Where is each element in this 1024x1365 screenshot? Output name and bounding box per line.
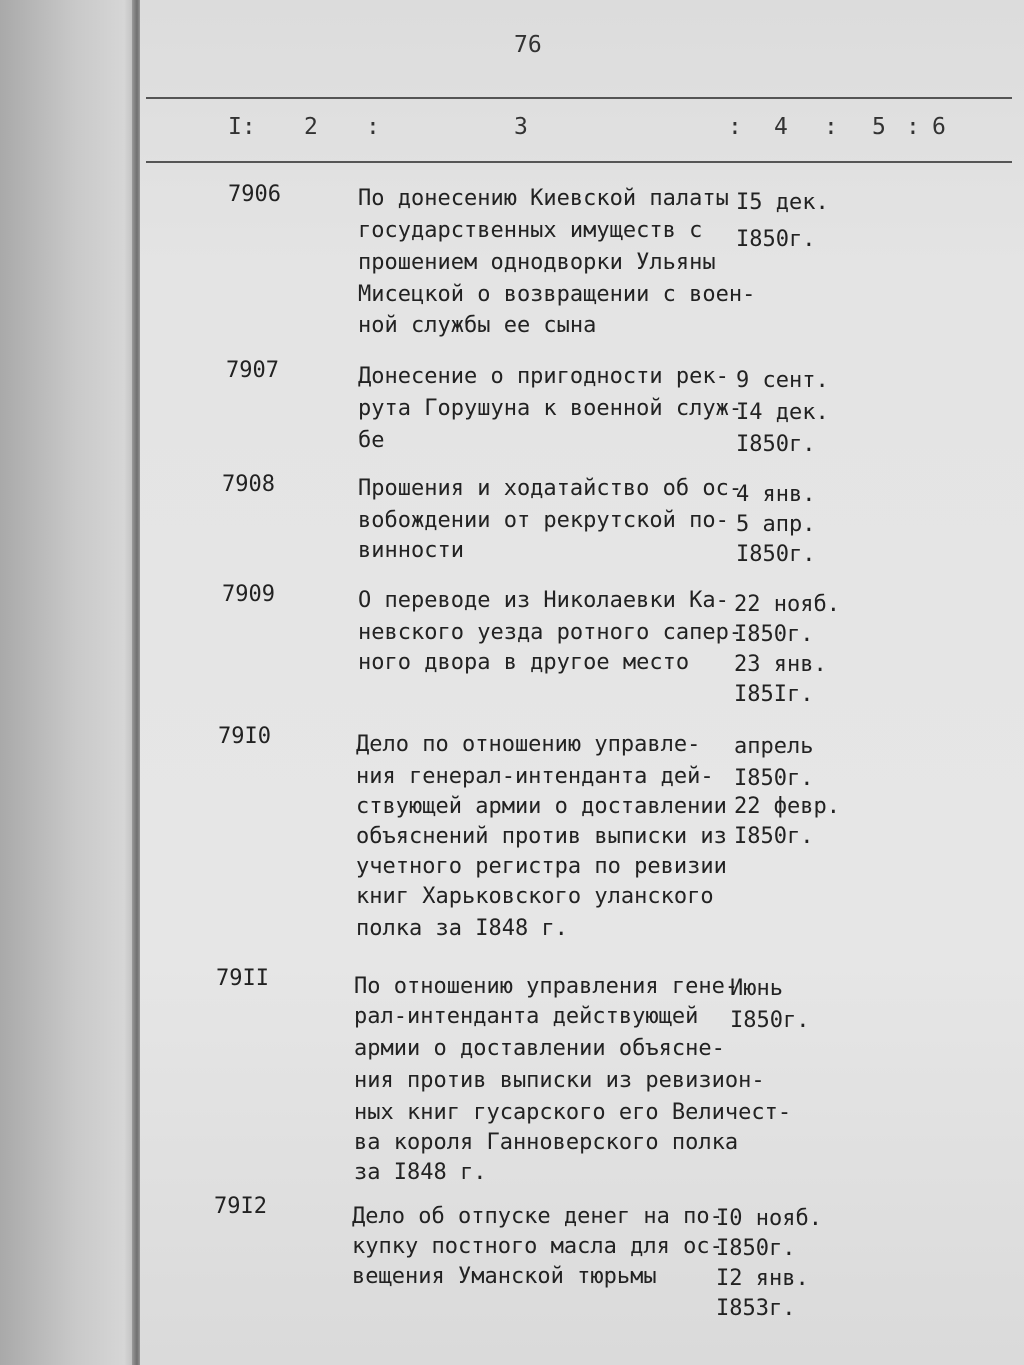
column-header-3: 3 xyxy=(514,114,528,140)
column-header-1: I: xyxy=(228,114,256,140)
entry-description-line: ного двора в другое место xyxy=(358,650,690,675)
entry-number: 7909 xyxy=(222,582,275,607)
entry-number: 79I2 xyxy=(214,1194,267,1219)
entry-description-line: армии о доставлении объясне- xyxy=(354,1036,725,1061)
entry-description-line: невского уезда ротного сапер- xyxy=(358,620,743,645)
entry-date: 5 апр. xyxy=(736,512,816,537)
entry-number: 7907 xyxy=(226,358,279,383)
entry-description-line: учетного регистра по ревизии xyxy=(356,854,727,879)
header-rule-top xyxy=(146,97,1012,99)
entry-date: Июнь xyxy=(730,976,783,1001)
entry-description-line: полка за I848 г. xyxy=(356,916,568,941)
entry-date: 4 янв. xyxy=(736,482,816,507)
column-separator: : xyxy=(728,114,742,140)
entry-description-line: Донесение о пригодности рек- xyxy=(358,364,729,389)
page-number: 76 xyxy=(514,32,542,58)
entry-description-line: Дело по отношению управле- xyxy=(356,732,701,757)
entry-description-line: прошением однодворки Ульяны xyxy=(358,250,716,275)
entry-date: I850г. xyxy=(734,622,814,647)
column-header-5: 5 xyxy=(872,114,886,140)
entry-description-line: ной службы ее сына xyxy=(358,313,597,338)
column-header-4: 4 xyxy=(774,114,788,140)
entry-date: I850г. xyxy=(730,1008,810,1033)
entry-number: 7908 xyxy=(222,472,275,497)
left-page-edge xyxy=(0,0,138,1365)
entry-date: I850г. xyxy=(736,542,816,567)
entry-date: I850г. xyxy=(734,766,814,791)
entry-date: апрель xyxy=(734,734,814,759)
entry-date: 22 нояб. xyxy=(734,592,840,617)
entry-date: 9 сент. xyxy=(736,368,829,393)
column-header-6: 6 xyxy=(932,114,946,140)
entry-date: I853г. xyxy=(716,1296,796,1321)
column-separator: : xyxy=(906,114,920,140)
entry-description-line: Дело об отпуске денег на по- xyxy=(352,1204,723,1229)
entry-description-line: рута Горушуна к военной служ- xyxy=(358,396,743,421)
entry-date: I850г. xyxy=(736,432,816,457)
entry-description-line: купку постного масла для ос- xyxy=(352,1234,723,1259)
entry-date: I4 дек. xyxy=(736,400,829,425)
entry-date: 23 янв. xyxy=(734,652,827,677)
entry-description-line: государственных имуществ с xyxy=(358,218,703,243)
entry-description-line: книг Харьковского уланского xyxy=(356,884,714,909)
document-page xyxy=(140,0,1024,1365)
entry-number: 79I0 xyxy=(218,724,271,749)
entry-description-line: вобождении от рекрутской по- xyxy=(358,508,729,533)
header-rule-bottom xyxy=(146,161,1012,163)
entry-date: I85Iг. xyxy=(734,682,814,707)
entry-description-line: По отношению управления гене- xyxy=(354,974,739,999)
entry-description-line: рал-интенданта действующей xyxy=(354,1004,699,1029)
entry-description-line: ния генерал-интенданта дей- xyxy=(356,764,714,789)
column-separator: : xyxy=(366,114,380,140)
entry-date: I850г. xyxy=(736,227,816,252)
entry-date: I850г. xyxy=(716,1236,796,1261)
entry-description-line: за I848 г. xyxy=(354,1160,487,1185)
entry-description-line: ния против выписки из ревизион- xyxy=(354,1068,765,1093)
entry-description-line: вещения Уманской тюрьмы xyxy=(352,1264,657,1289)
entry-number: 79II xyxy=(216,966,269,991)
entry-date: I0 нояб. xyxy=(716,1206,822,1231)
entry-description-line: винности xyxy=(358,538,464,563)
entry-date: I5 дек. xyxy=(736,190,829,215)
entry-description-line: О переводе из Николаевки Ка- xyxy=(358,588,729,613)
column-header-2: 2 xyxy=(304,114,318,140)
entry-description-line: ных книг гусарского его Величест- xyxy=(354,1100,792,1125)
entry-description-line: По донесению Киевской палаты xyxy=(358,186,729,211)
entry-description-line: объяснений против выписки из xyxy=(356,824,727,849)
column-separator: : xyxy=(824,114,838,140)
entry-date: I850г. xyxy=(734,824,814,849)
entry-description-line: Прошения и ходатайство об ос- xyxy=(358,476,743,501)
entry-description-line: ствующей армии о доставлении xyxy=(356,794,727,819)
entry-description-line: Мисецкой о возвращении с воен- xyxy=(358,282,756,307)
entry-description-line: ва короля Ганноверского полка xyxy=(354,1130,739,1155)
entry-description-line: бе xyxy=(358,428,385,453)
entry-number: 7906 xyxy=(228,182,281,207)
entry-date: 22 февр. xyxy=(734,794,840,819)
entry-date: I2 янв. xyxy=(716,1266,809,1291)
